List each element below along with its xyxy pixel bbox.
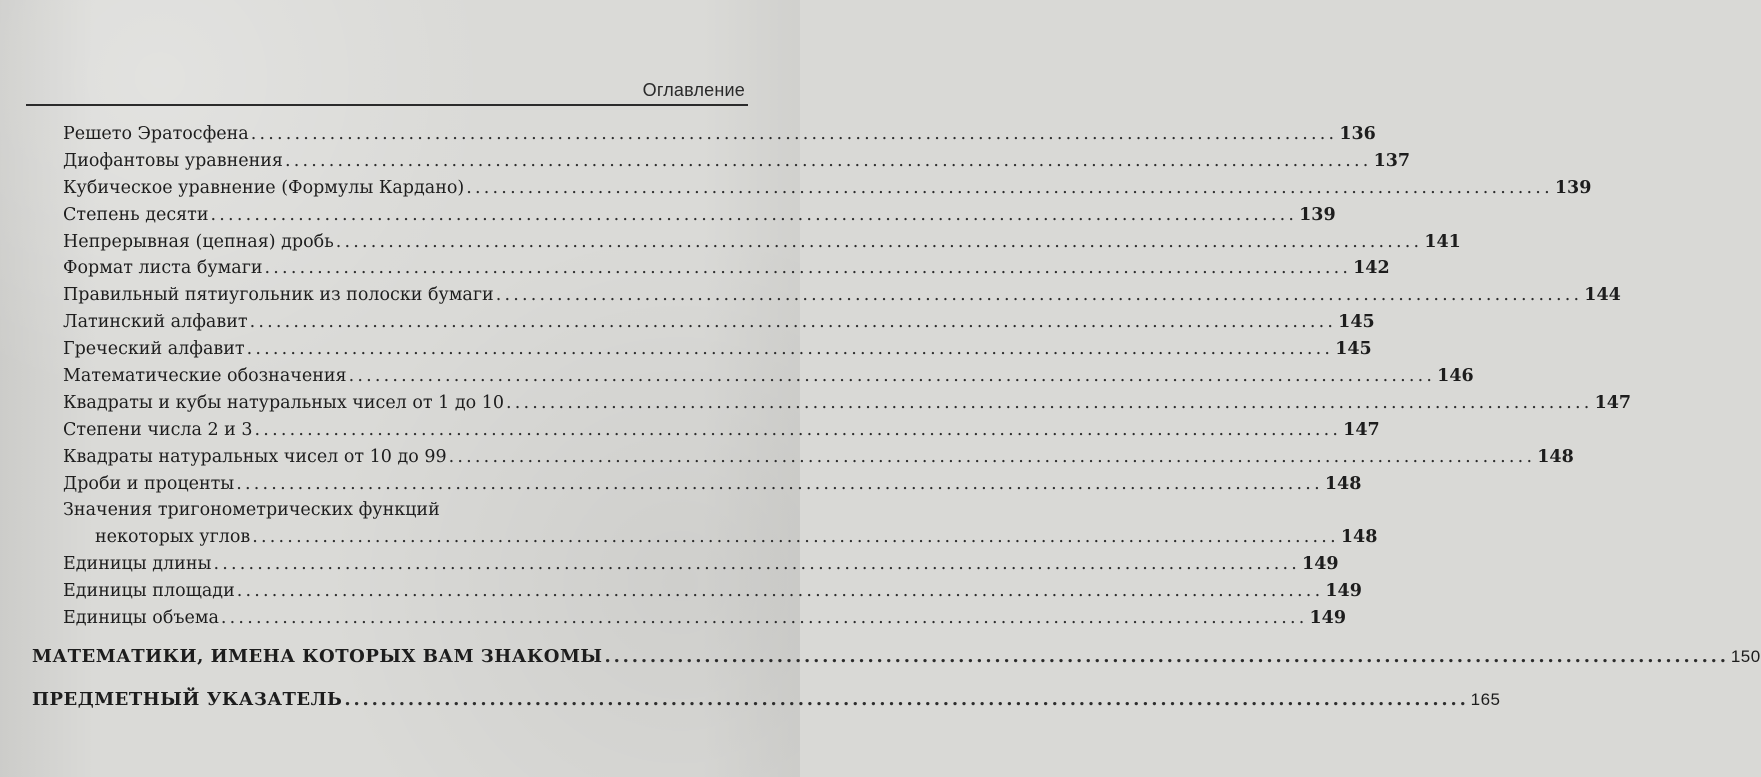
toc-entry-page: 145: [1338, 312, 1375, 333]
dot-leader: ............................................................................................................................: [495, 285, 1583, 306]
toc-entry-page: 147: [1594, 392, 1632, 413]
dot-leader: ............................................................................................................................: [246, 339, 1334, 360]
toc-entry-title: Формат листа бумаги: [63, 258, 263, 279]
toc-entry-page: 147: [1343, 419, 1380, 440]
dot-leader: ............................................................................................................................: [252, 527, 1339, 548]
toc-entry-page: 149: [1309, 608, 1347, 629]
toc-entry-page: 139: [1554, 177, 1592, 198]
toc-entry-title: Значения тригонометрических функций: [63, 500, 440, 521]
toc-entry: [32, 309, 1375, 336]
toc-entry-page: 148: [1324, 473, 1362, 494]
toc-entry-title: Греческий алфавит: [63, 339, 245, 360]
toc-entry-title: Степени числа 2 и 3: [63, 419, 253, 440]
toc-entry: [32, 578, 1362, 605]
toc-entry: [32, 202, 1336, 229]
running-head: Оглавление: [642, 80, 745, 100]
toc-section-page: 150: [1730, 646, 1761, 666]
toc-entry-title: Степень десяти: [63, 204, 209, 225]
toc-entry-title: Латинский алфавит: [63, 312, 248, 333]
toc-entry: [32, 417, 1380, 444]
dot-leader: ............................................................................................................................: [604, 645, 1729, 667]
toc-entry-title: Непрерывная (цепная) дробь: [63, 231, 334, 252]
dot-leader: ............................................................................................................................: [213, 554, 1301, 575]
toc-entry-page: 145: [1335, 339, 1372, 360]
dot-leader: ............................................................................................................................: [250, 124, 1338, 144]
toc-entry-title: Единицы длины: [63, 554, 212, 575]
toc-entry-page: 148: [1340, 527, 1378, 548]
toc-entry-title: Кубическое уравнение (Формулы Кардано): [63, 177, 465, 198]
toc-entry-title: Математические обозначения: [63, 366, 347, 387]
toc-section-title: ПРЕДМЕТНЫЙ УКАЗАТЕЛЬ: [32, 688, 343, 710]
dot-leader: ............................................................................................................................: [344, 688, 1469, 710]
toc-entry: [32, 121, 1376, 148]
toc-section: [32, 641, 1761, 673]
dot-leader: ............................................................................................................................: [335, 231, 1423, 252]
toc-entry: [32, 390, 1632, 417]
dot-leader: ............................................................................................................................: [249, 312, 1337, 333]
dot-leader: ............................................................................................................................: [448, 446, 1536, 467]
toc-entry: [32, 363, 1474, 390]
toc-entry-title: Диофантовы уравнения: [63, 150, 283, 171]
dot-leader: ............................................................................................................................: [236, 473, 1323, 494]
toc-entry-page: 149: [1302, 554, 1339, 575]
toc-entry: [32, 148, 1411, 175]
toc-entry-page: 149: [1325, 581, 1362, 602]
dot-leader: ............................................................................................................................: [264, 258, 1352, 279]
toc-entry-heading-line: [32, 497, 746, 524]
toc-section: [32, 684, 1501, 716]
toc-entry-page: 136: [1339, 124, 1376, 144]
toc-entry: [32, 255, 1390, 282]
toc-entry-title: Квадраты и кубы натуральных чисел от 1 до 10: [63, 392, 504, 413]
toc-entry-title: Дроби и проценты: [63, 473, 235, 494]
toc-entry: [32, 471, 1362, 498]
dot-leader: ............................................................................................................................: [284, 150, 1372, 171]
toc-entry-title: некоторых углов: [95, 527, 251, 548]
toc-entry: [32, 175, 1592, 202]
toc-entry: [32, 444, 1574, 471]
toc-entry-title: Единицы объема: [63, 608, 219, 629]
toc-entry-title: Решето Эратосфена: [63, 124, 249, 144]
toc-entry-title: Правильный пятиугольник из полоски бумаги: [63, 285, 494, 306]
header-rule: [26, 104, 748, 106]
toc-entry-page: 137: [1373, 150, 1411, 171]
toc-section-title: МАТЕМАТИКИ, ИМЕНА КОТОРЫХ ВАМ ЗНАКОМЫ: [32, 645, 603, 667]
toc-entry: [32, 336, 1372, 363]
toc-entry-continuation: [32, 524, 1378, 551]
toc-entry-page: 148: [1537, 446, 1574, 467]
toc-entry: [32, 605, 1347, 632]
dot-leader: ............................................................................................................................: [236, 581, 1324, 602]
toc-entry: [32, 282, 1621, 309]
toc-entry: [32, 551, 1339, 578]
dot-leader: ............................................................................................................................: [466, 177, 1553, 198]
dot-leader: ............................................................................................................................: [210, 204, 1298, 225]
toc-entry-page: 141: [1424, 231, 1461, 252]
toc-entry-page: 142: [1353, 258, 1390, 279]
toc-section-page: 165: [1470, 689, 1501, 709]
toc-entry-page: 139: [1299, 204, 1336, 225]
toc-entry-title: Единицы площади: [63, 581, 235, 602]
dot-leader: ............................................................................................................................: [254, 419, 1342, 440]
toc-entry-page: 146: [1437, 366, 1474, 387]
toc-entry-title: Квадраты натуральных чисел от 10 до 99: [63, 446, 447, 467]
dot-leader: ............................................................................................................................: [348, 366, 1436, 387]
dot-leader: ............................................................................................................................: [505, 392, 1593, 413]
dot-leader: ............................................................................................................................: [220, 608, 1308, 629]
toc-entry: [32, 229, 1461, 256]
table-of-contents: [32, 121, 1761, 716]
toc-entry-page: 144: [1584, 285, 1621, 306]
